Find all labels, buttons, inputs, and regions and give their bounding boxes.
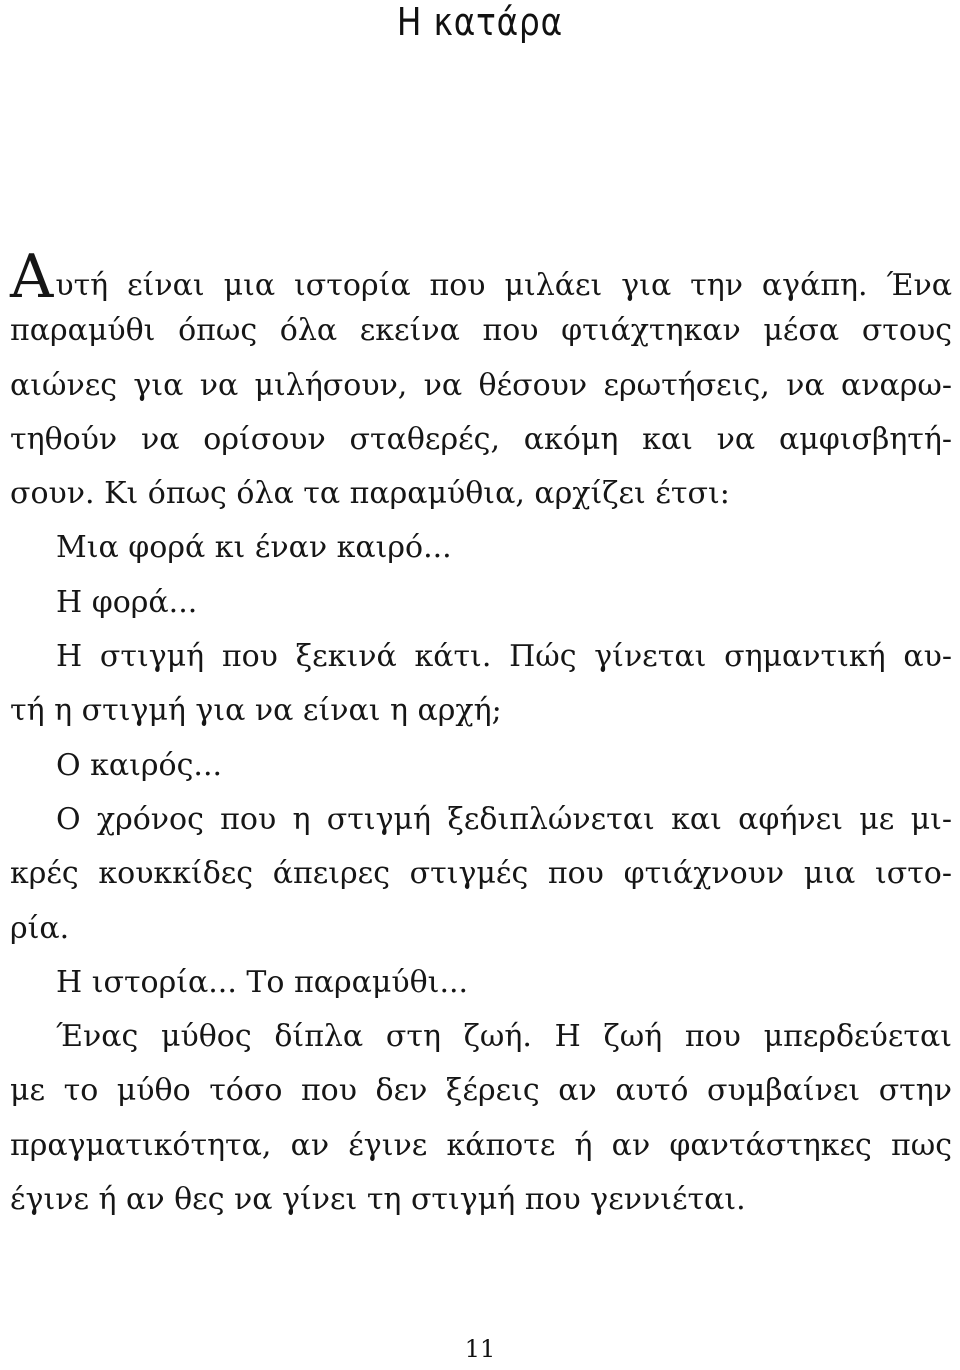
text-line: έγινε ή αν θες να γίνει τη στιγμή που γεννιέται.: [10, 1182, 746, 1218]
text-line: Η ιστορία... Το παραμύθι...: [56, 964, 469, 1000]
text-line: πραγματικότητα, αν έγινε κάποτε ή αν φαντάστηκες πως: [10, 1127, 952, 1163]
text-line: τή η στιγμή για να είναι η αρχή;: [10, 693, 502, 729]
text-line-content: υτή είναι μια ιστορία που μιλάει για την αγάπη. Ένα: [55, 268, 952, 303]
page-number: 11: [464, 1335, 496, 1363]
text-line: Η στιγμή που ξεκινά κάτι. Πώς γίνεται σημαντική αυ-: [56, 639, 952, 675]
text-line: σουν. Κι όπως όλα τα παραμύθια, αρχίζει έτσι:: [10, 476, 730, 512]
text-line: ρία.: [10, 910, 70, 946]
text-line: Η φορά...: [56, 584, 198, 620]
text-line: Ένας μύθος δίπλα στη ζωή. Η ζωή που μπερδεύεται: [56, 1019, 952, 1055]
text-line: [10, 242, 952, 312]
text-line: με το μύθο τόσο που δεν ξέρεις αν αυτό συμβαίνει στην: [10, 1073, 952, 1109]
drop-cap: Α: [10, 242, 54, 312]
text-line: Ο καιρός...: [56, 747, 223, 783]
text-line: αιώνες για να μιλήσουν, να θέσουν ερωτήσεις, να αναρω-: [10, 367, 952, 403]
text-line: παραμύθι όπως όλα εκείνα που φτιάχτηκαν μέσα στους: [10, 313, 952, 349]
chapter-title: Η κατάρα: [396, 0, 564, 44]
text-line: Μια φορά κι έναν καιρό...: [56, 530, 452, 566]
text-line: τηθούν να ορίσουν σταθερές, ακόμη και να αμφισβητή-: [10, 421, 952, 457]
text-line: κρές κουκκίδες άπειρες στιγμές που φτιάχνουν μια ιστο-: [10, 856, 952, 892]
text-line: Ο χρόνος που η στιγμή ξεδιπλώνεται και αφήνει με μι-: [56, 801, 952, 837]
chapter-body: [10, 242, 952, 1227]
